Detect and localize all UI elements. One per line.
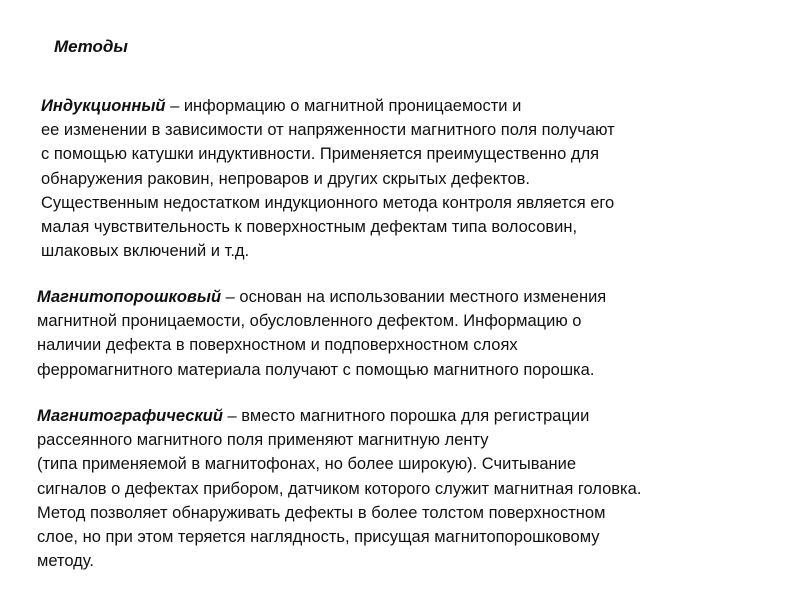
paragraph-line: сигналов о дефектах прибором, датчиком которого служит магнитная головка.	[37, 479, 642, 498]
method-term: Индукционный	[41, 97, 166, 115]
paragraph-line: ферромагнитного материала получают с помощью магнитного порошка.	[37, 360, 595, 379]
line-text: – информацию о магнитной проницаемости и	[165, 97, 522, 115]
method-magnetic-powder-paragraph	[37, 285, 606, 382]
paragraph-line: магнитной проницаемости, обусловленного дефектом. Информацию о	[37, 312, 582, 331]
paragraph-line: (типа применяемой в магнитофонах, но более широкую). Считывание	[37, 455, 577, 474]
paragraph-line: Существенным недостатком индукционного метода контроля является его	[41, 193, 615, 212]
paragraph-line: шлаковых включений и т.д.	[41, 242, 250, 261]
paragraph-line	[41, 94, 615, 118]
line-text: – основан на использовании местного изменения	[221, 288, 607, 306]
paragraph-line: Метод позволяет обнаруживать дефекты в более толстом поверхностном	[37, 503, 606, 522]
line-text: – вместо магнитного порошка для регистрации	[222, 407, 590, 425]
paragraph-line: слое, но при этом теряется наглядность, присущая магнитопорошковому	[37, 528, 600, 547]
paragraph-line: обнаружения раковин, непроваров и других скрытых дефектов.	[41, 169, 530, 188]
method-term: Магнитопорошковый	[37, 288, 222, 306]
paragraph-line: с помощью катушки индуктивности. Применяется преимущественно для	[41, 145, 600, 164]
paragraph-line	[37, 404, 641, 428]
paragraph-line: методу.	[37, 552, 94, 571]
method-magnetographic-paragraph	[37, 404, 641, 573]
method-induction-paragraph	[41, 94, 615, 263]
paragraph-line: рассеянного магнитного поля применяют магнитную ленту	[37, 431, 489, 450]
method-term: Магнитографический	[37, 407, 223, 425]
paragraph-line	[37, 285, 606, 309]
paragraph-line: ее изменении в зависимости от напряженности магнитного поля получают	[41, 121, 615, 140]
paragraph-line: наличии дефекта в поверхностном и подповерхностном слоях	[37, 336, 518, 355]
paragraph-line: малая чувствительность к поверхностным дефектам типа волосовин,	[41, 218, 578, 237]
slide-title: Методы	[54, 37, 128, 56]
